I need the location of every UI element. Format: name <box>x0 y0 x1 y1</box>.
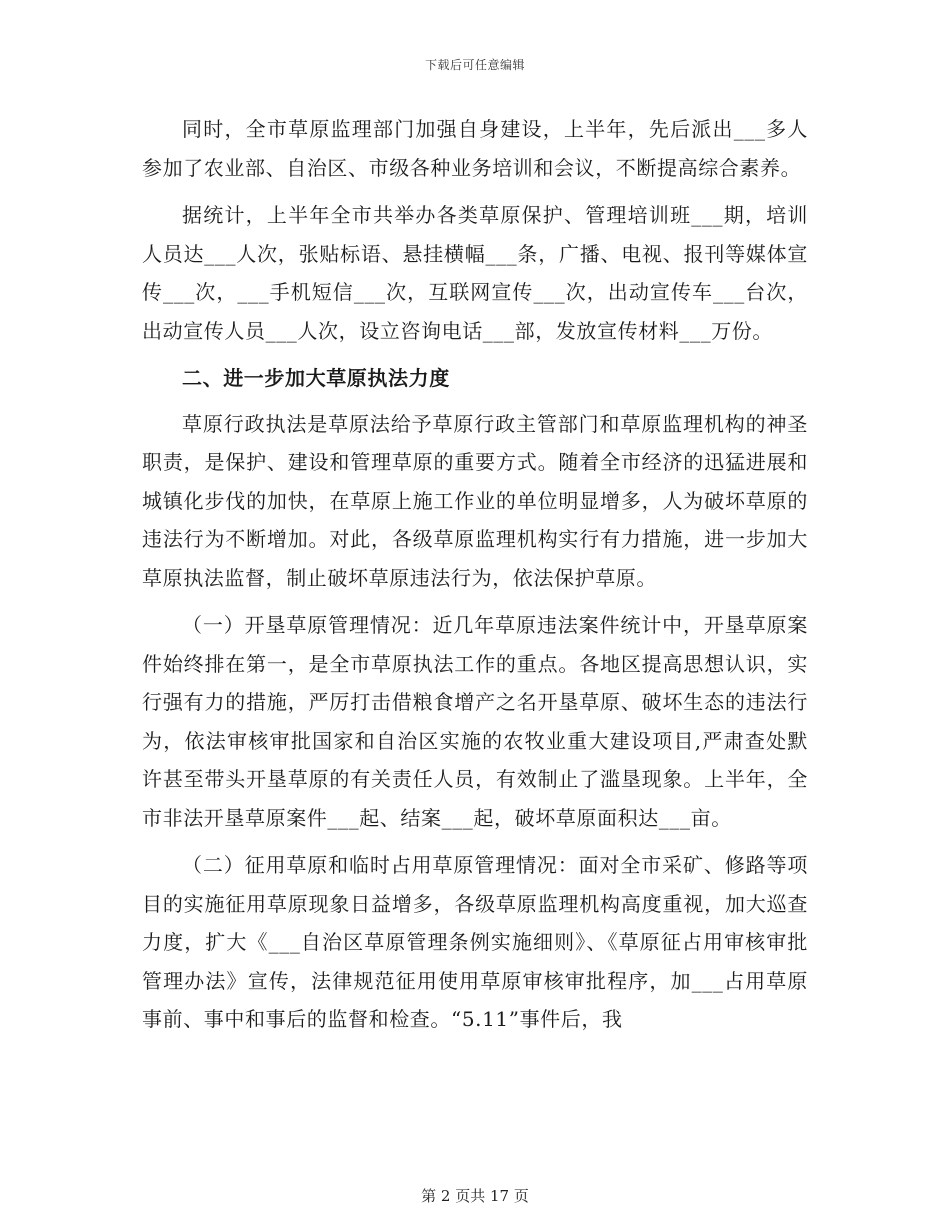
page-header: 下载后可任意编辑 <box>424 58 525 72</box>
paragraph-land-occupation-management: （二）征用草原和临时占用草原管理情况：面对全市采矿、修路等项目的实施征用草原现象日益增多，各级草原监理机构高度重视，加大巡查力度，扩大《___自治区草原管理条例实施细则》、《草原征占用审核审批管理办法》宣传，法律规范征用使用草原审核审批程序，加___占用草原事前、事中和事后的监督和检查。“5.11”事件后，我 <box>142 853 808 1031</box>
paragraph-self-building: 同时，全市草原监理部门加强自身建设，上半年，先后派出___多人参加了农业部、自治区、市级各种业务培训和会议，不断提高综合素养。 <box>142 117 808 180</box>
page-number-footer: 第 2 页共 17 页 <box>421 1187 529 1205</box>
paragraph-statistics: 据统计，上半年全市共举办各类草原保护、管理培训班___期，培训人员达___人次，张贴标语、悬挂横幅___条，广播、电视、报刊等媒体宣传___次，___手机短信___次，互联网宣传___次，出动宣传车___台次，出动宣传人员___人次，设立咨询电话___部，发放宣传材料___万份。 <box>142 203 808 343</box>
paragraph-law-enforcement: 草原行政执法是草原法给予草原行政主管部门和草原监理机构的神圣职责，是保护、建设和管理草原的重要方式。随着全市经济的迅猛进展和城镇化步伐的加快，在草原上施工作业的单位明显增多，人为破坏草原的违法行为不断增加。对此，各级草原监理机构实行有力措施，进一步加大草原执法监督，制止破坏草原违法行为，依法保护草原。 <box>142 411 808 590</box>
section-heading-law-enforcement: 二、进一步加大草原执法力度 <box>182 366 450 390</box>
document-body <box>142 110 808 1048</box>
paragraph-reclamation-management: （一）开垦草原管理情况：近几年草原违法案件统计中，开垦草原案件始终排在第一，是全市草原执法工作的重点。各地区提高思想认识，实行强有力的措施，严厉打击借粮食增产之名开垦草原、破坏生态的违法行为，依法审核审批国家和自治区实施的农牧业重大建设项目,严肃查处默许甚至带头开垦草原的有关责任人员，有效制止了滥垦现象。上半年，全市非法开垦草原案件___起、结案___起，破坏草原面积达___亩。 <box>142 613 808 830</box>
